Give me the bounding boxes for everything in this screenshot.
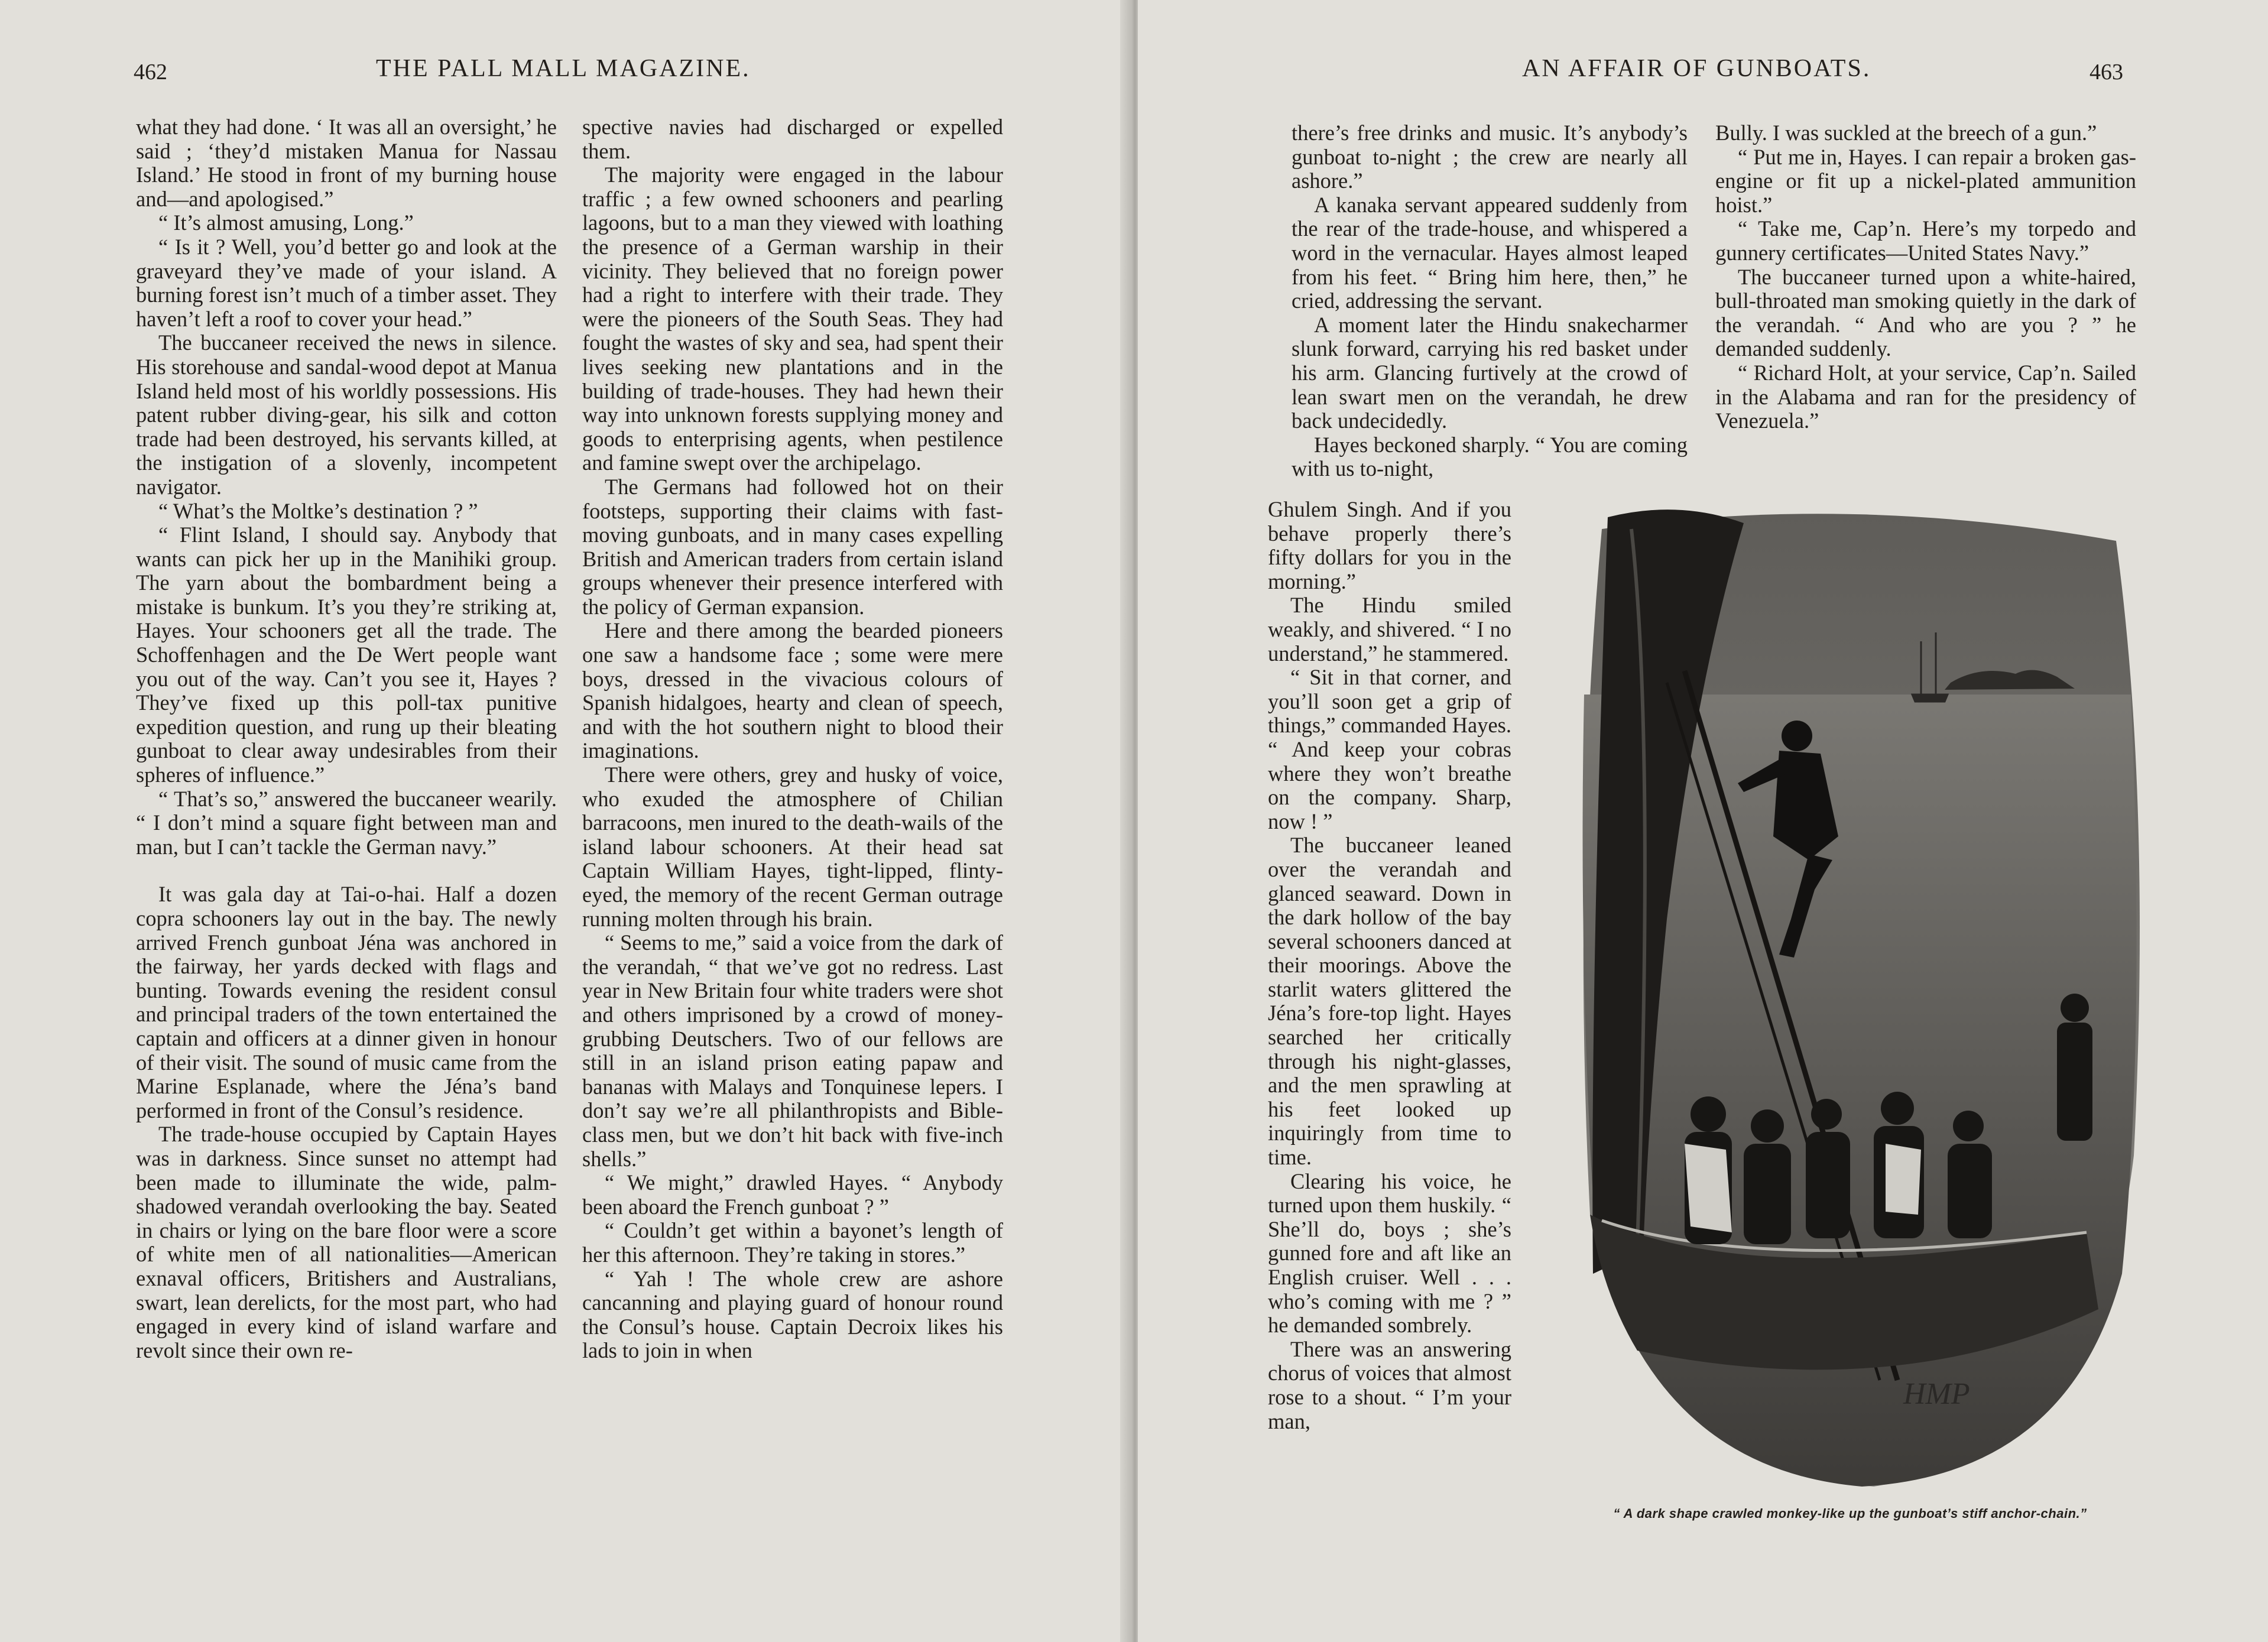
running-head-left: THE PALL MALL MAGAZINE.	[376, 55, 751, 82]
illustration	[1566, 505, 2143, 1492]
paragraph: The majority were engaged in the labour traffic ; a few owned schooners and pearling lagoons, but to a man they viewed with loathing the presence of a German warship in their vicinity. They believed that no foreign power had a right to interfere with their trade. They were the pioneers of the South Seas. They had fought the wastes of sky and sea, had spent their lives seeking new plantations and in the building of trade-houses. They had hewn their way into unknown forests supplying money and goods to enterprising agents, when pestilence and famine swept over the archipelago.	[582, 163, 1003, 475]
paragraph: There were others, grey and husky of voice, who exuded the atmosphere of Chilian barracoons, men inured to the death-wails of the island labour schooners. At their head sat Captain William Hayes, tight-lipped, flinty-eyed, the memory of the recent German outrage running molten through his brain.	[582, 762, 1003, 931]
page-number-left: 462	[134, 60, 167, 85]
paragraph: Clearing his voice, he turned upon them huskily. “ She’ll do, boys ; she’s gunned fore and aft like an English cruiser. Well . . . who’s coming with me ? ” he demanded sombrely.	[1268, 1169, 1511, 1338]
illustration-caption: “ A dark shape crawled monkey-like up the gunboat’s stiff anchor-chain.”	[1613, 1506, 2087, 1521]
paragraph: what they had done. ‘ It was all an oversight,’ he said ; ‘they’d mistaken Manua for Nassau Island.’ He stood in front of my burning house and—and apologised.”	[136, 115, 557, 211]
running-head-right: AN AFFAIR OF GUNBOATS.	[1522, 55, 1871, 82]
left-page	[0, 0, 1132, 1642]
paragraph: A moment later the Hindu snakecharmer slunk forward, carrying his red basket under his arm. Glancing furtively at the crowd of lean swart men on the verandah, he drew back undecidedly.	[1292, 312, 1688, 433]
paragraph: “ What’s the Moltke’s destination ? ”	[158, 498, 478, 523]
paragraph: “ Yah ! The whole crew are ashore cancanning and playing guard of honour round the Consul’s house. Captain Decroix likes his lads to join in when	[582, 1266, 1003, 1363]
right-column-1-top	[1292, 121, 1688, 481]
right-column-2	[1715, 121, 2136, 433]
paragraph: “ Take me, Cap’n. Here’s my torpedo and gunnery certificates—United States Navy.”	[1715, 216, 2136, 265]
paragraph: “ Sit in that corner, and you’ll soon get a grip of things,” commanded Hayes. “ And keep your cobras where they won’t breathe on the company. Sharp, now ! ”	[1268, 665, 1511, 833]
paragraph: A kanaka servant appeared suddenly from the rear of the trade-house, and whispered a word in the vernacular. Hayes almost leaped from his feet. “ Bring him here, then,” he cried, addressing the servant.	[1292, 192, 1688, 313]
paragraph: Bully. I was suckled at the breech of a gun.”	[1715, 121, 2097, 145]
paragraph: The buccaneer leaned over the verandah and glanced seaward. Down in the dark hollow of the bay several schooners danced at their moorings. Above the starlit waters glittered the Jéna’s fore-top light. Hayes searched her critically through his night-glasses, and the men sprawling at his feet looked up inquiringly from time to time.	[1268, 833, 1511, 1170]
page-number-right: 463	[2089, 60, 2123, 85]
paragraph: “ We might,” drawled Hayes. “ Anybody been aboard the French gunboat ? ”	[582, 1170, 1003, 1219]
left-column-2	[582, 115, 1003, 1363]
right-column-1-narrow	[1268, 498, 1511, 1433]
left-column-1	[136, 115, 557, 1362]
paragraph: The buccaneer turned upon a white-haired, bull-throated man smoking quietly in the dark of the verandah. “ And who are you ? ” he demanded suddenly.	[1715, 264, 2136, 361]
paragraph: The trade-house occupied by Captain Hayes was in darkness. Since sunset no attempt had been made to illuminate the wide, palm-shadowed verandah overlooking the bay. Seated in chairs or lying on the bare floor were a score of white men of all nationalities—American exnaval officers, Britishers and Australians, swart, lean derelicts, for the most part, who had engaged in every kind of island warfare and revolt since their own re-	[136, 1122, 557, 1362]
paragraph: “ Couldn’t get within a bayonet’s length of her this afternoon. They’re taking in stores.”	[582, 1218, 1003, 1267]
artist-signature: HMP	[1903, 1377, 1970, 1411]
paragraph: There was an answering chorus of voices that almost rose to a shout. “ I’m your man,	[1268, 1336, 1511, 1433]
paragraph: “ That’s so,” answered the buccaneer wearily. “ I don’t mind a square fight between man and man, but I can’t tackle the German navy.”	[136, 786, 557, 859]
paragraph: “ Seems to me,” said a voice from the dark of the verandah, “ that we’ve got no redress. Last year in New Britain four white traders were shot and others imprisoned by a crowd of money-grubbing Deutschers. Two of our fellows are still in an island prison eating papaw and bananas with Malays and Tonquinese lepers. I don’t say we’re all philanthropists and Bible-class men, but we don’t hit back with five-inch shells.”	[582, 930, 1003, 1171]
paragraph: “ Put me in, Hayes. I can repair a broken gas-engine or fit up a nickel-plated ammunition hoist.”	[1715, 144, 2136, 217]
paragraph: The Hindu smiled weakly, and shivered. “ I no understand,” he stammered.	[1268, 593, 1511, 666]
paragraph: spective navies had discharged or expelled them.	[582, 115, 1003, 163]
paragraph: Here and there among the bearded pioneers one saw a handsome face ; some were mere boys, dressed in the vivacious colours of Spanish hidalgoes, hearty and clean of speech, and with the hot southern night to blood their imaginations.	[582, 618, 1003, 763]
paragraph: Hayes beckoned sharply. “ You are coming with us to-night,	[1292, 432, 1688, 481]
paragraph: “ Is it ? Well, you’d better go and look at the graveyard they’ve made of your island. A burning forest isn’t much of a timber asset. They haven’t left a roof to cover your head.”	[136, 234, 557, 331]
paragraph: “ Flint Island, I should say. Anybody that wants can pick her up in the Manihiki group. The yarn about the bombardment being a mistake is bunkum. It’s you they’re striking at, Hayes. Your schooners get all the trade. The Schoffenhagen and the De Wert people want you out of the way. Can’t you see it, Hayes ? They’ve fixed up this poll-tax punitive expedition question, and rung up their bleating gunboat to clear away undesirables from their spheres of influence.”	[136, 523, 557, 787]
paragraph: The buccaneer received the news in silence. His storehouse and sandal-wood depot at Manua Island held most of his worldly possessions. His patent rubber diving-gear, his silk and cotton trade had been destroyed, his servants killed, at the instigation of a slovenly, incompetent navigator.	[136, 330, 557, 499]
paragraph: Ghulem Singh. And if you behave properly there’s fifty dollars for you in the morning.”	[1268, 497, 1511, 593]
boat-anchor-chain-illustration	[1566, 505, 2143, 1492]
paragraph: “ It’s almost amusing, Long.”	[158, 210, 414, 235]
paragraph: The Germans had followed hot on their footsteps, supporting their claims with fast-moving gunboats, and in many cases expelling British and American traders from certain island groups whenever their presence interfered with the policy of German expansion.	[582, 474, 1003, 619]
paragraph: It was gala day at Tai-o-hai. Half a dozen copra schooners lay out in the bay. The newly arrived French gunboat Jéna was anchored in the fairway, her yards decked with flags and bunting. Towards evening the resident consul and principal traders of the town entertained the captain and officers at a dinner given in honour of their visit. The sound of music came from the Marine Esplanade, where the Jéna’s band performed in front of the Consul’s residence.	[136, 882, 557, 1122]
paragraph: there’s free drinks and music. It’s anybody’s gunboat to-night ; the crew are nearly all ashore.”	[1292, 121, 1688, 193]
paragraph: “ Richard Holt, at your service, Cap’n. Sailed in the Alabama and ran for the presidency of Venezuela.”	[1715, 360, 2136, 433]
